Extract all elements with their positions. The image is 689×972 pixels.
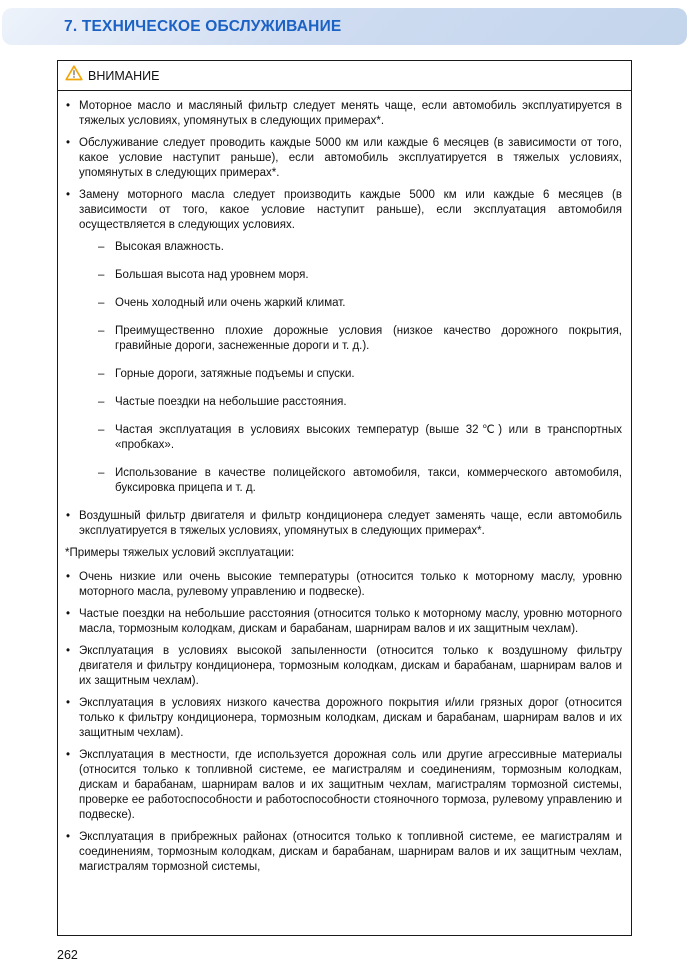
list-item-text: Частые поездки на небольшие расстояния. [115,396,347,408]
list-item-text: Воздушный фильтр двигателя и фильтр кондиционера следует заменять чаще, если автомобиль эксплуатируется в тяжелых условиях, упомянутых в следующих примерах*. [79,510,622,537]
list-item-text: Эксплуатация в условиях низкого качества дорожного покрытия и/или грязных дорог (относится только к фильтру кондиционера, тормозным колодкам, дискам и барабанам, шарнирам валов и их защитным чехлам). [79,697,622,739]
dash-marker: – [98,241,105,253]
bullet-marker: • [66,608,71,620]
list-item-text: Большая высота над уровнем моря. [115,269,309,281]
dash-marker: – [98,325,105,337]
list-item [64,466,622,496]
list-item [64,99,622,129]
page-number: 262 [57,948,78,962]
note-line [65,546,622,561]
bullet-marker: • [66,189,71,201]
warning-title: ВНИМАНИЕ [88,68,160,83]
bullet-marker: • [66,749,71,761]
list-item-text: Эксплуатация в прибрежных районах (относится только к топливной системе, ее магистралям и соединениям, тормозным колодкам, дискам и барабанам, шарнирам валов и их защитным чехлам, магистралям тормозной системы, [79,831,622,873]
list-item-text: Преимущественно плохие дорожные условия (низкое качество дорожного покрытия, гравийные дороги, заснеженные дороги и т. д.). [115,325,622,352]
list-item [64,324,622,354]
warning-items [58,91,631,875]
list-item [64,136,622,181]
list-item [64,607,622,637]
list-item [64,268,622,283]
list-item [64,395,622,410]
list-item [64,296,622,311]
bullet-marker: • [66,137,71,149]
list-item-text: Обслуживание следует проводить каждые 5000 км или каждые 6 месяцев (в зависимости от того, какое условие наступит раньше), если автомобиль эксплуатируется в тяжелых условиях, упомянутых в следующих примерах*. [79,137,622,179]
list-item [64,509,622,539]
list-item [64,240,622,255]
section-title: 7. ТЕХНИЧЕСКОЕ ОБСЛУЖИВАНИЕ [64,17,342,35]
dash-marker: – [98,368,105,380]
list-item-text: Использование в качестве полицейского автомобиля, такси, коммерческого автомобиля, буксировка прицепа и т. д. [115,467,622,494]
bullet-marker: • [66,831,71,843]
list-item-text: Частые поездки на небольшие расстояния (относится только к моторному маслу, уровню моторного масла, тормозным колодкам, дискам и барабанам, шарнирам валов и их защитным чехлам). [79,608,622,635]
list-item-text: *Примеры тяжелых условий эксплуатации: [65,547,295,559]
warning-box [57,60,632,936]
list-item-text: Очень холодный или очень жаркий климат. [115,297,346,309]
dash-marker: – [98,396,105,408]
list-item-text: Эксплуатация в местности, где используется дорожная соль или другие агрессивные материалы (относится только к топливной системе, ее магистралям и соединениям, тормозным колодкам, дискам и барабанам, шарнирам валов и их защитным чехлам, магистралям тормозной системы, проверке ее работоспособности и работоспособности стояночного тормоза, рулевому управлению и подвеске). [79,749,622,821]
list-item [64,696,622,741]
list-item [64,830,622,875]
bullet-marker: • [66,571,71,583]
list-item-text: Замену моторного масла следует производить каждые 5000 км или каждые 6 месяцев (в зависимости от того, какое условие наступит раньше), если эксплуатация автомобиля осуществляется в следующих условиях. [79,189,622,231]
dash-marker: – [98,297,105,309]
section-header-band [2,8,687,45]
list-item [64,367,622,382]
warning-header [58,61,631,90]
dash-marker: – [98,424,105,436]
list-item-text: Моторное масло и масляный фильтр следует менять чаще, если автомобиль эксплуатируется в тяжелых условиях, упомянутых в следующих примерах*. [79,100,622,127]
list-item [64,188,622,233]
list-item-text: Частая эксплуатация в условиях высоких температур (выше 32℃) или в транспортных «пробках». [115,424,622,451]
list-item-text: Эксплуатация в условиях высокой запыленности (относится только к воздушному фильтру двигателя и фильтру кондиционера, тормозным колодкам, дискам и барабанам, шарнирам валов и их защитным чехлам). [79,645,622,687]
dash-marker: – [98,467,105,479]
bullet-marker: • [66,510,71,522]
bullet-marker: • [66,697,71,709]
list-item [64,748,622,823]
bullet-marker: • [66,645,71,657]
dash-marker: – [98,269,105,281]
list-item [64,570,622,600]
list-item-text: Горные дороги, затяжные подъемы и спуски. [115,368,355,380]
list-item [64,644,622,689]
bullet-marker: • [66,100,71,112]
list-item [64,423,622,453]
warning-triangle-icon [65,65,83,86]
list-item-text: Очень низкие или очень высокие температуры (относится только к моторному маслу, уровню моторного масла, рулевому управлению и подвеске). [79,571,622,598]
list-item-text: Высокая влажность. [115,241,224,253]
